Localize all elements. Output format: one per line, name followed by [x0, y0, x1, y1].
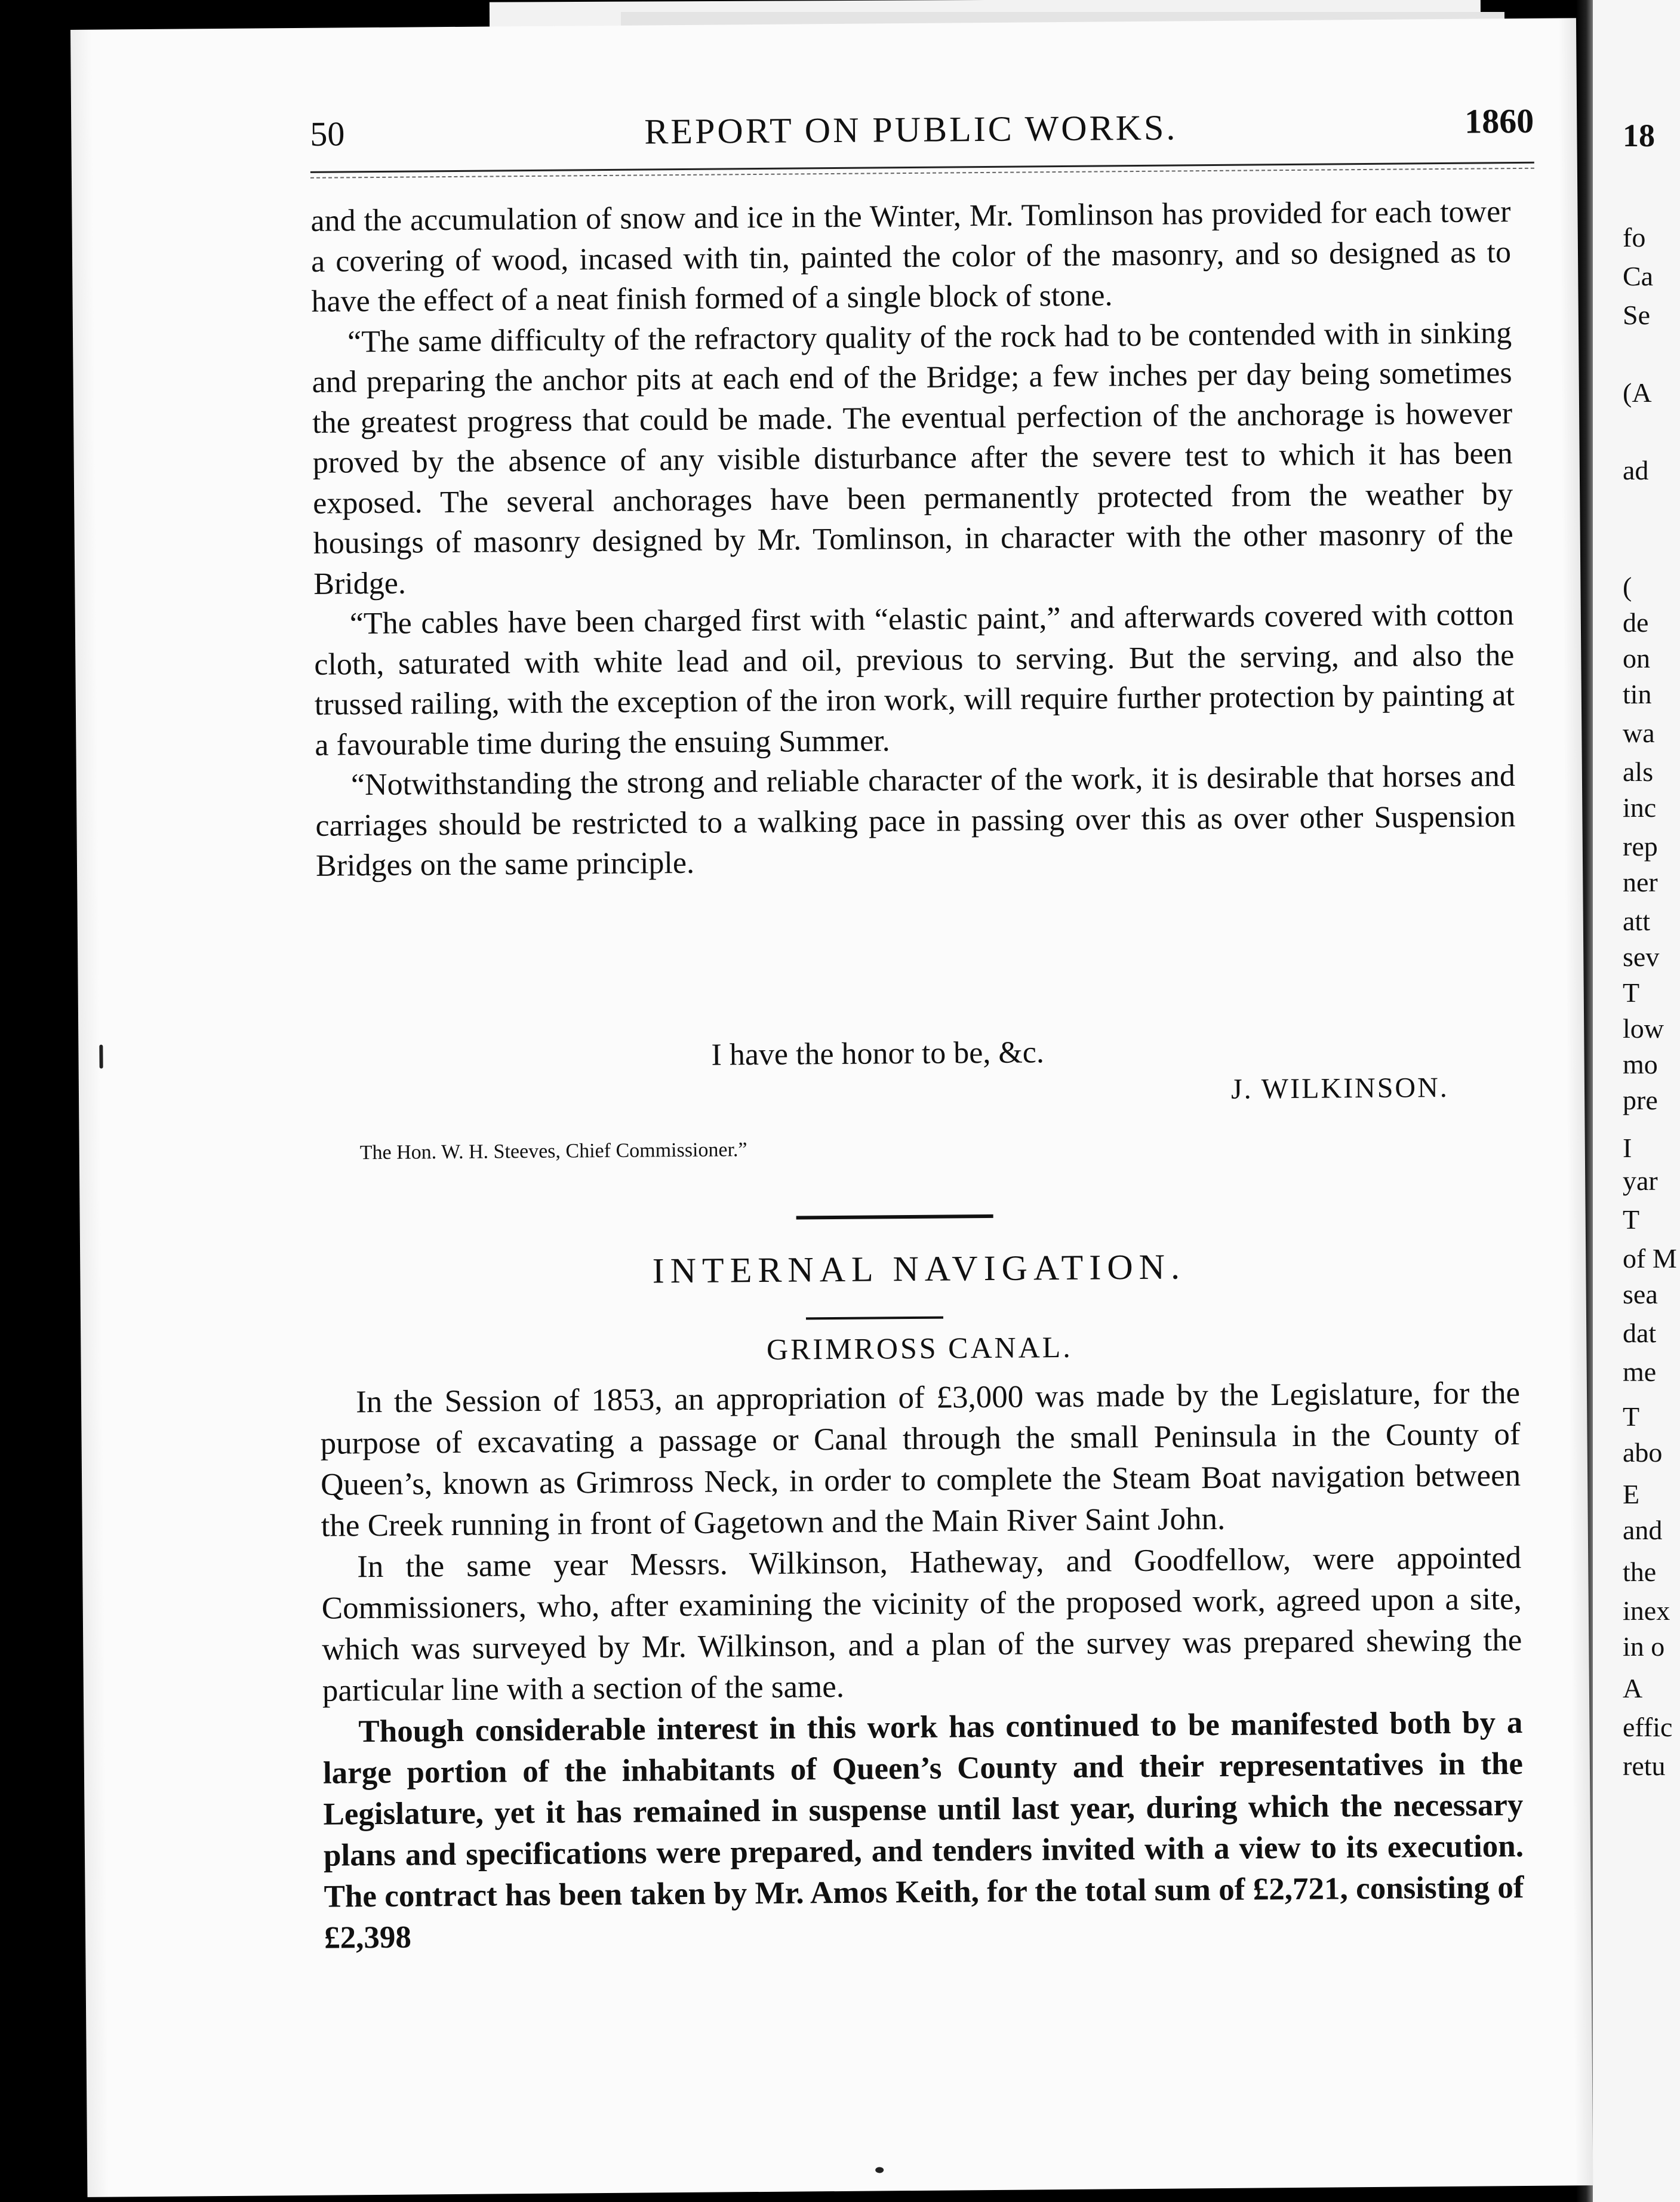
running-title: REPORT ON PUBLIC WORKS.: [644, 107, 1178, 152]
section-title: INTERNAL NAVIGATION.: [652, 1247, 1186, 1291]
adjacent-text-fragment: fo: [1623, 222, 1646, 253]
adjacent-text-fragment: T: [1623, 1204, 1640, 1235]
adjacent-text-fragment: low: [1623, 1013, 1664, 1044]
adjacent-text-fragment: and: [1623, 1515, 1663, 1545]
adjacent-text-fragment: ner: [1623, 867, 1658, 897]
adjacent-text-fragment: I: [1623, 1133, 1632, 1163]
report-continuation: [310, 192, 1516, 886]
adjacent-text-fragment: sev: [1623, 942, 1660, 972]
adjacent-text-fragment: mo: [1623, 1049, 1658, 1080]
adjacent-text-fragment: Ca: [1623, 261, 1654, 291]
paragraph: “The cables have been charged first with “elastic paint,” and afterwards covered with cotton cloth, saturated with white lead and oil, previous to serving. But the serving, and also the trussed railing, with the exception of the iron work, will require further protection by painting at a favourable time during the ensuing Summer.: [314, 598, 1515, 762]
adjacent-page: [1576, 0, 1680, 2202]
adjacent-text-fragment: tin: [1623, 679, 1652, 709]
adjacent-text-fragment: yar: [1623, 1165, 1658, 1196]
paragraph: “The same difficulty of the refractory quality of the rock had to be contended with in sinking and preparing the anchor pits at each end of the Bridge; a few inches per day being sometimes the greatest progress that could be made. The eventual perfection of the anchorage is however proved by the absence of any visible disturbance after the severe test to which it has been exposed. The several anchorages have been permanently protected from the weather by housings of masonry designed by Mr. Tomlinson, in character with the other masonry of the Bridge.: [312, 315, 1513, 601]
adjacent-text-fragment: wa: [1623, 718, 1655, 748]
adjacent-text-fragment: on: [1623, 643, 1650, 673]
adjacent-text-fragment: pre: [1623, 1085, 1658, 1115]
paragraph: Though considerable interest in this work has continued to be manifested both by a large portion of the inhabitants of Queen’s County and their representatives in the Legislature, yet it has remained in suspense until last year, during which the necessary plans and specifications were prepared, and tenders invited with a view to its execution. The contract has been taken by Mr. Amos Keith, for the total sum of £2,721, consisting of £2,398: [322, 1705, 1524, 1955]
section-divider: [796, 1214, 993, 1220]
adjacent-text-fragment: Se: [1623, 300, 1650, 330]
adjacent-text-fragment: als: [1623, 756, 1654, 787]
adjacent-text-fragment: effic: [1623, 1712, 1673, 1742]
signature: J. WILKINSON.: [1230, 1071, 1449, 1105]
adjacent-text-fragment: the: [1623, 1557, 1657, 1587]
paragraph: In the same year Messrs. Wilkinson, Hatheway, and Goodfellow, were appointed Commissioners, who, after examining the vicinity of the proposed work, agreed upon a site, which was surveyed by Mr. Wilkinson, and a plan of the survey was prepared shewing the particular line with a section of the same.: [321, 1540, 1522, 1708]
adjacent-text-fragment: dat: [1623, 1318, 1657, 1348]
adjacent-text-fragment: ad: [1623, 455, 1649, 485]
grimross-canal-text: [320, 1373, 1525, 1959]
adjacent-text-fragment: rep: [1623, 831, 1658, 862]
running-header: [310, 101, 1534, 162]
adjacent-text-fragment: inc: [1623, 792, 1657, 823]
addressee-line: The Hon. W. H. Steeves, Chief Commissioner.”: [359, 1139, 747, 1164]
adjacent-text-fragment: in o: [1623, 1631, 1665, 1662]
adjacent-text-fragment: of M: [1623, 1243, 1677, 1274]
adjacent-text-fragment: A: [1623, 1673, 1643, 1703]
paragraph: “Notwithstanding the strong and reliable character of the work, it is desirable that horses and carriages should be restricted to a walking pace in passing over this as over other Suspension Bridges on the same principle.: [315, 759, 1516, 883]
speck: [875, 2167, 884, 2173]
subsection-divider: [806, 1317, 943, 1320]
paragraph: and the accumulation of snow and ice in the Winter, Mr. Tomlinson has provided for each tower a covering of wood, incased with tin, painted the color of the masonry, and so designed as to have the effect of a neat finish formed of a single block of stone.: [310, 195, 1512, 319]
adjacent-text-fragment: sea: [1623, 1279, 1658, 1309]
adjacent-text-fragment: de: [1623, 607, 1649, 638]
adjacent-text-fragment: (A: [1623, 377, 1652, 408]
subsection-title: GRIMROSS CANAL.: [766, 1330, 1073, 1366]
adjacent-text-fragment: 18: [1623, 118, 1655, 153]
page-number: 50: [310, 114, 345, 153]
document-page: [70, 18, 1593, 2197]
paragraph: In the Session of 1853, an appropriation of £3,000 was made by the Legislature, for the purpose of excavating a passage or Canal through the small Peninsula in the County of Queen’s, known as Grimross Neck, in order to complete the Steam Boat navigation between the Creek running in front of Gagetown and the Main River Saint John.: [320, 1376, 1521, 1543]
adjacent-text-fragment: me: [1623, 1357, 1657, 1387]
adjacent-text-fragment: E: [1623, 1479, 1640, 1509]
header-year: 1860: [1464, 101, 1534, 141]
adjacent-text-fragment: (: [1623, 571, 1632, 602]
adjacent-text-fragment: att: [1623, 906, 1650, 936]
adjacent-text-fragment: T: [1623, 977, 1640, 1008]
adjacent-text-fragment: retu: [1623, 1751, 1666, 1781]
adjacent-text-fragment: abo: [1623, 1437, 1663, 1468]
header-rule: [310, 162, 1534, 173]
adjacent-text-fragment: T: [1623, 1401, 1640, 1432]
adjacent-text-fragment: inex: [1623, 1595, 1670, 1626]
closing-salutation: I have the honor to be, &c.: [711, 1035, 1045, 1072]
